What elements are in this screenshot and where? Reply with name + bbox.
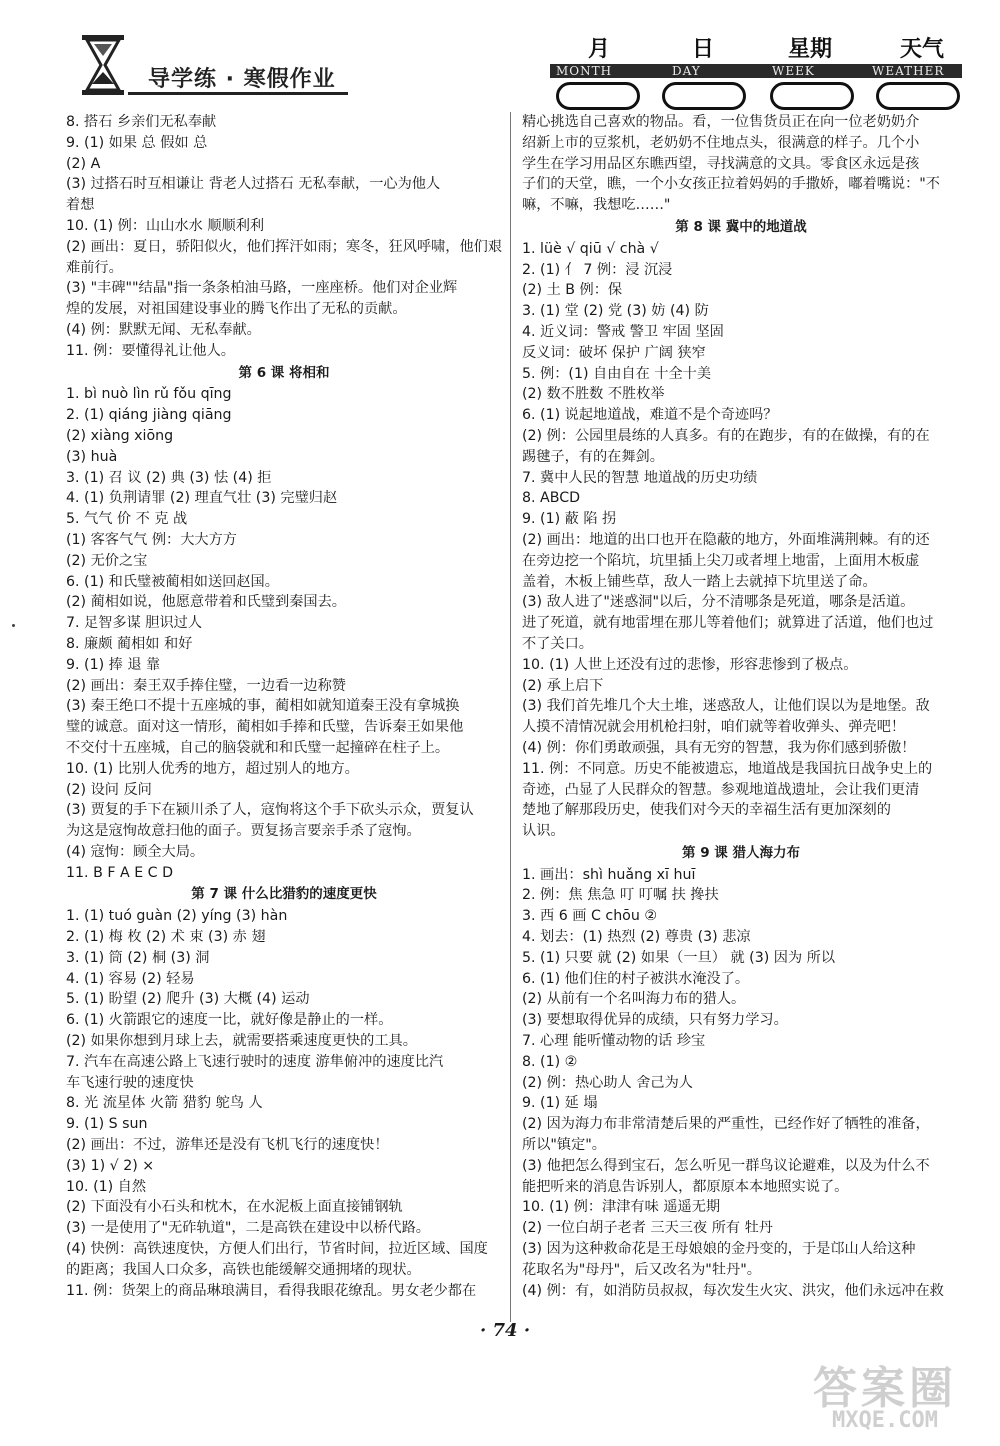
answer-line: 9. (1) 蔽 陷 拐 (522, 511, 617, 528)
margin-mark (12, 624, 15, 627)
answer-line: 10. (1) 比别人优秀的地方，超过别人的地方。 (66, 760, 359, 777)
answer-line: 进了死道，就有地雷埋在那儿等着他们；就算进了活道，他们也过 (522, 615, 934, 632)
answer-line: (2) 画出：秦王双手捧住璧，一边看一边称赞 (66, 677, 346, 694)
answer-line: 2. (1) qiáng jiàng qiāng (66, 407, 232, 424)
answer-line: 奇迹，凸显了人民群众的智慧。参观地道战遗址，会让我们更清 (522, 781, 920, 798)
answer-line: (2) 下面没有小石头和枕木，在水泥板上面直接铺钢轨 (66, 1199, 403, 1216)
answer-line: 5. (1) 只要 就 (2) 如果（一旦） 就 (3) 因为 所以 (522, 949, 836, 966)
answer-line: 9. (1) S sun (66, 1116, 148, 1133)
answer-line: 在旁边挖一个陷坑，坑里插上尖刀或者埋上地雷，上面用木板虚 (522, 552, 920, 569)
answer-line: 绍新上市的豆浆机，老奶奶不住地点头，很满意的样子。几个小 (522, 134, 920, 151)
page-header (0, 0, 1000, 112)
answer-line: 5. 气气 价 不 克 战 (66, 511, 188, 528)
answer-line: 为这是寇恂故意扫他的面子。贾复扬言要亲手杀了寇恂。 (66, 823, 421, 840)
weather-input-box[interactable] (876, 82, 960, 110)
lesson-heading: 第 7 课 什么比猎豹的速度更快 (191, 886, 377, 903)
weather-label: 天气 (900, 37, 945, 62)
answer-line: 学生在学习用品区东瞧西望，寻找满意的文具。零食区永远是孩 (522, 155, 920, 172)
answer-line: 10. (1) 例：山山水水 顺顺利利 (66, 217, 265, 234)
answer-line: 2. (1) 梅 枚 (2) 术 束 (3) 赤 翅 (66, 929, 266, 946)
lesson-heading: 第 8 课 冀中的地道战 (675, 218, 807, 235)
answer-line: (3) 因为这种救命花是王母娘娘的金丹变的，于是邙山人给这种 (522, 1241, 916, 1258)
answer-line: 4. 划去：(1) 热烈 (2) 尊贵 (3) 悲凉 (522, 929, 751, 946)
answer-line: 9. (1) 捧 退 靠 (66, 656, 161, 673)
lesson-heading: 第 6 课 将相和 (238, 364, 330, 381)
weather-en-label: WEATHER (872, 64, 945, 78)
answer-line: 9. (1) 如果 总 假如 总 (66, 134, 208, 151)
month-input-box[interactable] (556, 82, 640, 110)
date-labels (550, 30, 962, 62)
answer-line: 3. (1) 筒 (2) 桐 (3) 洞 (66, 949, 210, 966)
answer-line: (3) 秦王绝口不提十五座城的事，蔺相如就知道秦王没有拿城换 (66, 698, 460, 715)
answer-line: (1) 客客气气 例：大大方方 (66, 531, 237, 548)
answer-line: 10. (1) 人世上还没有过的悲惨，形容悲惨到了极点。 (522, 656, 858, 673)
answer-line: (2) 如果你想到月球上去，就需要搭乘速度更快的工具。 (66, 1033, 417, 1050)
page-number: · 74 · (480, 1320, 531, 1341)
answer-line: 1. bì nuò lìn rǔ fǒu qīng (66, 386, 232, 403)
column-divider (510, 112, 511, 1322)
answer-line: 精心挑选自己喜欢的物品。看，一位售货员正在向一位老奶奶介 (522, 114, 920, 130)
answer-line: 6. (1) 火箭跟它的速度一比，就好像是静止的一样。 (66, 1012, 393, 1029)
answer-line: 楚地了解那段历史，使我们对今天的幸福生活有更加深刻的 (522, 802, 891, 819)
answer-line: 煌的发展，对祖国建设事业的腾飞作出了无私的贡献。 (66, 301, 407, 318)
answer-line: (2) 例：热心助人 舍己为人 (522, 1074, 693, 1091)
answer-line: 子们的天堂，瞧，一个小女孩正拉着妈妈的手撒娇，嘟着嘴说："不 (522, 176, 940, 193)
answer-line: 4. (1) 负荆请罪 (2) 理直气壮 (3) 完璧归赵 (66, 490, 338, 507)
answer-line: 2. (1) 亻 7 例：浸 沉浸 (522, 261, 673, 278)
answer-line: (4) 例：你们勇敢顽强，具有无穷的智慧，我为你们感到骄傲！ (522, 739, 916, 756)
answer-line: 车飞速行驶的速度快 (66, 1074, 194, 1091)
left-answer-column (66, 112, 502, 1301)
answer-line: (3) 他把怎么得到宝石，怎么听见一群鸟议论避难，以及为什么不 (522, 1157, 930, 1174)
month-label: 月 (588, 37, 611, 62)
answer-line: 8. 廉颇 蔺相如 和好 (66, 635, 193, 652)
answer-line: 7. 足智多谋 胆识过人 (66, 615, 203, 632)
day-label: 日 (692, 37, 715, 62)
answer-line: (2) 因为海力布非常清楚后果的严重性，已经作好了牺牲的准备， (522, 1116, 930, 1133)
answer-line: (4) 例：默默无闻、无私奉献。 (66, 321, 261, 338)
answer-line: (2) 蔺相如说，他愿意带着和氏璧到秦国去。 (66, 594, 346, 611)
answer-line: (3) 过搭石时互相谦让 背老人过搭石 无私奉献，一心为他人 (66, 176, 441, 193)
answer-line: 人摸不清情况就会用机枪扫射，咱们就等着收弹头、弹壳吧！ (522, 719, 906, 736)
answer-line: 1. 画出：shì huǎng xī huī (522, 866, 696, 883)
answer-line: 10. (1) 例：津津有味 遥遥无期 (522, 1199, 721, 1216)
answer-line: 的距离；我国人口众多，高铁也能缓解交通拥堵的现状。 (66, 1261, 421, 1278)
answer-line: 1. (1) tuó guàn (2) yíng (3) hàn (66, 908, 288, 925)
answer-line: 7. 冀中人民的智慧 地道战的历史功绩 (522, 469, 758, 486)
answer-line: 3. (1) 堂 (2) 党 (3) 妨 (4) 防 (522, 303, 709, 320)
answer-line: 8. (1) ② (522, 1053, 578, 1070)
answer-line: 7. 汽车在高速公路上飞速行驶时的速度 游隼俯冲的速度比汽 (66, 1053, 444, 1070)
answer-line: (2) 画出：不过，游隼还是没有飞机飞行的速度快！ (66, 1137, 389, 1154)
answer-line: 踢毽子，有的在舞剑。 (522, 448, 664, 465)
answer-line: 8. 搭石 乡亲们无私奉献 (66, 114, 217, 130)
answer-line: (2) 画出：夏日，骄阳似火，他们挥汗如雨；寒冬，狂风呼啸，他们艰 (66, 238, 503, 255)
answer-line: 5. 例：(1) 自由自在 十全十美 (522, 365, 712, 382)
answer-line: 8. 光 流星体 火箭 猎豹 鸵鸟 人 (66, 1095, 263, 1112)
answer-line: 6. (1) 他们住的村子被洪水淹没了。 (522, 970, 750, 987)
answer-line: (3) 敌人进了"迷惑洞"以后，分不清哪条是死道，哪条是活道。 (522, 594, 915, 611)
answer-line: (3) huà (66, 448, 118, 465)
answer-line: 能把听来的消息告诉别人，都原原本本地照实说了。 (522, 1178, 849, 1195)
watermark-url: MXQE.COM (832, 1408, 938, 1433)
answer-line: 花取名为"母丹"，后又改名为"牡丹"。 (522, 1261, 761, 1278)
day-input-box[interactable] (662, 82, 746, 110)
answer-line: (2) xiàng xiōng (66, 427, 174, 444)
week-label: 星期 (788, 37, 833, 62)
answer-line: (2) 无价之宝 (66, 552, 148, 569)
week-en-label: WEEK (772, 64, 815, 78)
answer-line: 11. 例：要懂得礼让他人。 (66, 342, 235, 359)
answer-line: (3) "丰碑""结晶"指一条条柏油马路，一座座桥。他们对企业辉 (66, 280, 458, 297)
day-en-label: DAY (672, 64, 701, 78)
answer-line: 11. B F A E C D (66, 864, 174, 881)
answer-line: (2) A (66, 155, 101, 172)
week-input-box[interactable] (770, 82, 854, 110)
answer-line: (2) 承上启下 (522, 677, 604, 694)
answer-line: (3) 贾复的手下在颍川杀了人，寇恂将这个手下砍头示众，贾复认 (66, 802, 474, 819)
answer-line: (3) 一是使用了"无砟轨道"，二是高铁在建设中以桥代路。 (66, 1220, 430, 1237)
lesson-heading: 第 9 课 猎人海力布 (682, 844, 800, 861)
watermark-title: 答案圈 (813, 1363, 957, 1414)
answer-line: 1. lüè √ qiū √ chà √ (522, 240, 659, 257)
answer-line: (2) 一位白胡子老者 三天三夜 所有 牡丹 (522, 1220, 773, 1237)
answer-line: 9. (1) 延 塌 (522, 1095, 598, 1112)
answer-line: 所以"镇定"。 (522, 1137, 606, 1154)
brand-logo (58, 30, 348, 100)
answer-line: 8. ABCD (522, 490, 581, 507)
date-fields (550, 30, 962, 110)
answer-line: (3) 我们首先堆几个大土堆，迷惑敌人，让他们误以为是地堡。敌 (522, 698, 930, 715)
answer-line: (2) 设问 反问 (66, 781, 152, 798)
answer-line: 盖着，木板上铺些草，敌人一踏上去就掉下坑里送了命。 (522, 573, 877, 590)
answer-line: (2) 数不胜数 不胜枚举 (522, 386, 665, 403)
answer-line: 6. (1) 说起地道战，难道不是个奇迹吗？ (522, 407, 778, 424)
answer-line: (2) 例：公园里晨练的人真多。有的在跑步，有的在做操，有的在 (522, 427, 930, 444)
answer-line: (2) 土 B 例：保 (522, 282, 623, 299)
answer-line: 10. (1) 自然 (66, 1178, 147, 1195)
answer-line: 难前行。 (66, 259, 123, 276)
date-bar (550, 64, 962, 78)
answer-line: 认识。 (522, 823, 565, 840)
answer-line: 2. 例：焦 焦急 叮 叮嘱 扶 搀扶 (522, 887, 719, 904)
answer-line: 着想 (66, 197, 95, 214)
answer-line: 7. 心理 能听懂动物的话 珍宝 (522, 1033, 706, 1050)
answer-line: 3. (1) 召 议 (2) 典 (3) 怯 (4) 拒 (66, 469, 272, 486)
answer-line: (2) 画出：地道的出口也开在隐蔽的地方，外面堆满荆棘。有的还 (522, 531, 930, 548)
answer-line: (3) 1) √ 2) × (66, 1157, 155, 1174)
answer-line: 6. (1) 和氏璧被蔺相如送回赵国。 (66, 573, 279, 590)
answer-line: 不了关口。 (522, 635, 593, 652)
answer-line: 不交付十五座城，自己的脑袋就和和氏璧一起撞碎在柱子上。 (66, 739, 450, 756)
brand-title: 导学练 · 寒假作业 (148, 67, 336, 92)
hourglass-icon (78, 34, 128, 96)
answer-line: (4) 寇恂：顾全大局。 (66, 843, 205, 860)
answer-line: 璧的诚意。面对这一情形，蔺相如手捧和氏璧，告诉秦王如果他 (66, 719, 464, 736)
answer-line: 4. (1) 容易 (2) 轻易 (66, 970, 195, 987)
answer-line: 11. 例：不同意。历史不能被遗忘，地道战是我国抗日战争史上的 (522, 760, 933, 777)
answer-line: 5. (1) 盼望 (2) 爬升 (3) 大概 (4) 运动 (66, 991, 310, 1008)
answer-line: 嘛，不嘛，我想吃……" (522, 197, 671, 214)
month-en-label: MONTH (556, 64, 613, 78)
answer-line: 11. 例：货架上的商品琳琅满目，看得我眼花缭乱。男女老少都在 (66, 1282, 477, 1299)
answer-line: (2) 从前有一个名叫海力布的猎人。 (522, 991, 746, 1008)
answer-line: 3. 西 6 画 C chōu ② (522, 908, 658, 925)
answer-line: (4) 例：有，如消防员叔叔，每次发生火灾、洪灾，他们永远冲在救 (522, 1282, 944, 1299)
answer-line: (3) 要想取得优异的成绩，只有努力学习。 (522, 1012, 788, 1029)
answer-line: 4. 近义词：警戒 警卫 牢固 坚固 (522, 323, 724, 340)
answer-line: 反义词：破坏 保护 广阔 狭窄 (522, 344, 706, 361)
answer-line: (4) 快例：高铁速度快，方便人们出行，节省时间，拉近区域、国度 (66, 1241, 488, 1258)
right-answer-column (522, 112, 960, 1301)
watermark-logo (800, 1352, 970, 1438)
